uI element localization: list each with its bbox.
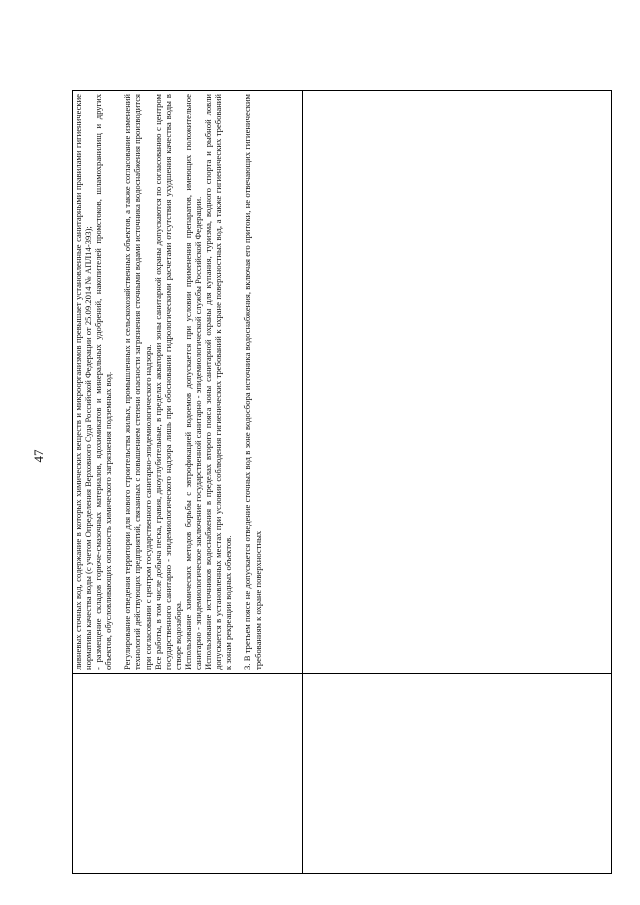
table-cell-main — [73, 91, 302, 673]
table-cell-empty — [303, 91, 611, 673]
paragraph: Регулирование отведения территории для нового строительства жилых, промышленных и сельскохозяйственных объектов, а также согласование изменений технологий действующих предприятий, связанных с повышением степени опасности загрязнения сточными водами источника водоснабжения производится при согласовании с центром государственного санитарно-эпидемиологического надзора. — [122, 94, 153, 670]
paragraph: 3. В третьем поясе не допускается отведение сточных вод в зоне водосбора источника водоснабжения, включая его притоки, не отвечающих гигиеническим требованиям к охране поверхностных — [242, 94, 263, 670]
paragraph: Использование химических методов борьбы с эвтрофикацией водоемов допускается при условии применения препаратов, имеющих положительное санитарно - эпидемиологическое заключение государственной санитарно - эпидемиологической службы Российской Федерации. — [182, 94, 204, 670]
regulation-table — [72, 90, 612, 874]
table-cell-left — [303, 673, 611, 873]
table-cell-left — [73, 673, 302, 873]
paragraph: Все работы, в том числе добыча песка, гравия, дноуглубительные, в пределах акватории зоны санитарной охраны допускаются по согласованию с центром государственного санитарно - эпидемиологического надзора лишь при обосновании гидрологическими расчетами отсутствия ухудшения качества воды в створе водозабора. — [152, 94, 183, 670]
table-row — [73, 91, 303, 873]
page-number: 47 — [31, 449, 46, 463]
paragraph: - размещение складов горюче-смазочных материалов, ядохимикатов и минеральных удобрений, накопителей промстоков, шламохранилищ и других объектов, обусловливающих опасность химического загрязнения подземных вод. — [93, 94, 114, 670]
paragraph: Использование источников водоснабжения в пределах второго пояса зоны санитарной охраны для купания, туризма, водного спорта и рыбной ловли допускается в установленных местах при условии соблюдения гигиенических требований к охране поверхностных вод, а также гигиенических требований к зонам рекреации водных объектов. — [203, 94, 234, 670]
paragraph: ливневых сточных вод, содержание в которых химических веществ и микроорганизмов превышает установленные санитарными правилами гигиенические нормативы качества воды (с учетом Определения Верховного Суда Российской Федерации от 25.09.2014 № АПЛ14-393); — [73, 94, 94, 670]
table-row-empty — [303, 91, 611, 873]
rotated-page — [72, 90, 612, 874]
